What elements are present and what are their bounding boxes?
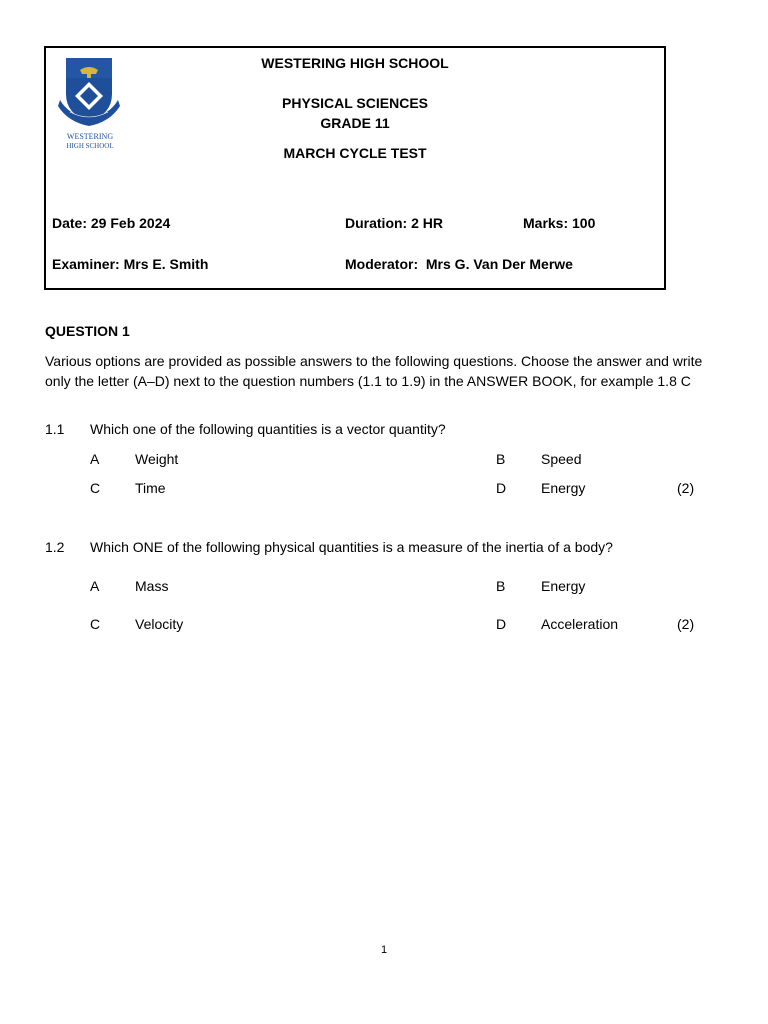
option-letter: B	[496, 451, 506, 467]
option-letter: C	[90, 480, 101, 496]
exam-date: Date: 29 Feb 2024	[52, 215, 171, 231]
option-letter: D	[496, 480, 507, 496]
option-text: Time	[135, 480, 166, 496]
question-instructions: Various options are provided as possible answers to the following questions. Choose the answer and write only the letter (A–D) next to the question numbers (1.1 to 1.9) in the ANSWER BOOK, for example 1.8 C	[45, 353, 703, 389]
option-letter: C	[90, 616, 101, 632]
question-title: QUESTION 1	[45, 323, 130, 339]
option-text: Weight	[135, 451, 179, 467]
grade-title: GRADE 11	[320, 115, 390, 131]
option-letter: A	[90, 451, 100, 467]
option-letter: D	[496, 616, 507, 632]
page-number: 1	[380, 944, 388, 956]
examiner: Examiner: Mrs E. Smith	[52, 256, 209, 272]
logo-text-2: HIGH SCHOOL	[66, 142, 114, 150]
question-text: Which ONE of the following physical quantities is a measure of the inertia of a body?	[90, 539, 613, 555]
option-letter: A	[90, 578, 100, 594]
exam-header-box	[44, 46, 666, 290]
option-text: Speed	[541, 451, 582, 467]
subject-title: PHYSICAL SCIENCES	[282, 95, 428, 111]
option-text: Acceleration	[541, 616, 619, 632]
option-text: Energy	[541, 578, 586, 594]
test-title: MARCH CYCLE TEST	[283, 145, 427, 161]
school-name: WESTERING HIGH SCHOOL	[261, 55, 449, 71]
question-number: 1.1	[45, 421, 65, 437]
option-text: Velocity	[135, 616, 184, 632]
moderator: Moderator: Mrs G. Van Der Merwe	[345, 256, 573, 272]
option-text: Mass	[135, 578, 169, 594]
logo-text-1: WESTERING	[66, 132, 114, 141]
exam-duration: Duration: 2 HR	[345, 215, 443, 231]
option-letter: B	[496, 578, 506, 594]
option-text: Energy	[541, 480, 586, 496]
question-marks: (2)	[677, 480, 695, 496]
question-text: Which one of the following quantities is a vector quantity?	[90, 421, 446, 437]
exam-marks: Marks: 100	[523, 215, 596, 231]
question-number: 1.2	[45, 539, 65, 555]
question-marks: (2)	[677, 616, 695, 632]
